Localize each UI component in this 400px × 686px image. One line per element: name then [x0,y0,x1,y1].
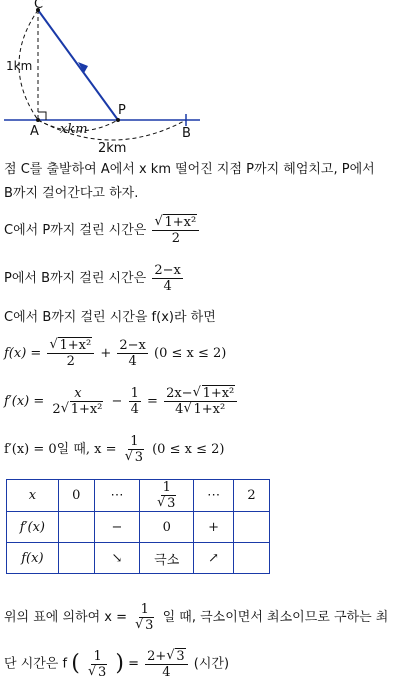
fx-domain: (0 ≤ x ≤ 2) [154,346,227,361]
table-cell: ↗ [194,543,234,574]
fpx-den3-rad: 1+x² [193,402,226,417]
fpx-eq: = [147,394,158,409]
pb-time-num: 2−x [154,263,181,278]
fpx-minus: − [111,394,123,409]
critical-domain: (0 ≤ x ≤ 2) [152,442,225,457]
fx-equation [4,336,226,372]
fx-den1: 2 [66,354,75,369]
fpx-term1 [50,386,105,417]
cp-time-fraction [152,215,199,246]
table-cell: ↘ [94,543,140,574]
fpx-lhs: f′(x) = [4,394,45,409]
fpx-num3: 2x− [166,386,193,401]
table-cell: x [7,480,59,512]
cp-time-den: 2 [171,231,180,246]
fx-lhs: f(x) = [4,346,42,361]
intro-line-1: 점 C를 출발하여 A에서 x km 떨어진 지점 P까지 헤엄치고, P에서 [4,162,375,177]
critical-fraction [123,434,146,465]
fpx-num3-rad: 1+x² [202,386,235,401]
table-cell: 0 [140,512,194,543]
conclusion-fraction [133,602,156,633]
table-cell: ⋯ [194,480,234,512]
table-cell: f(x) [7,543,59,574]
conclusion-prefix: 위의 표에 의하여 x = [4,610,128,625]
conclusion-den: 3 [145,618,154,633]
sign-table [6,479,270,574]
table-cell [58,512,94,543]
conclusion-line [4,600,388,636]
point-p [116,118,120,122]
label-2km: 2km [98,141,127,156]
final-arg-den: 3 [97,664,107,680]
table-cell: f′(x) [7,512,59,543]
fx-num2: 2−x [119,338,146,353]
final-arg-num: 1 [93,648,102,664]
final-num-rad: 3 [176,648,185,664]
final-unit: (시간) [193,656,230,672]
final-den: 4 [162,664,171,680]
table-cell [234,543,270,574]
geometry-diagram [0,0,210,156]
final-num-a: 2+ [147,648,167,664]
table-row [7,543,270,574]
fx-den2: 4 [128,354,137,369]
final-answer-line: 단 시간은 f ( 1 √ 3 ) = $\frac{2+√ 3}{4}$ (시간) [4,646,229,683]
table-cell [58,543,94,574]
cp-time-num: 1+x² [164,215,197,230]
fpx-den1-rad: 1+x² [70,402,103,417]
final-value-fraction [145,649,187,680]
segment-cp [38,10,118,120]
fpx-den2: 4 [130,402,139,417]
label-a: A [30,124,39,139]
label-xkm: xkm [60,122,88,137]
table-cell: 극소 [140,543,194,574]
table-cell [140,480,194,512]
fpx-term3 [164,386,237,417]
critical-prefix: f′(x) = 0일 때, x = [4,442,117,457]
label-p: P [118,103,126,118]
critical-num: 1 [130,434,139,449]
label-c: C [34,0,44,12]
conclusion-num: 1 [140,602,149,617]
fpx-den1-coef: 2 [52,402,61,417]
pb-time-fraction [152,263,183,294]
table-cell [234,512,270,543]
pb-time-line [4,262,185,296]
label-b: B [182,126,191,141]
final-arg-fraction [86,649,109,680]
cp-time-line [4,214,201,248]
critical-point-line [4,432,224,468]
final-prefix: 단 시간은 f [4,656,68,672]
cp-time-prefix: C에서 P까지 걸린 시간은 [4,223,147,238]
table-cell: ⋯ [94,480,140,512]
point-a [36,118,40,122]
fpx-num2: 1 [130,386,139,401]
critical-den: 3 [134,450,143,465]
table-cell: 0 [58,480,94,512]
pb-time-prefix: P에서 B까지 걸린 시간은 [4,271,147,286]
intro-line-2: B까지 걸어간다고 하자. [4,186,139,201]
table-row [7,480,270,512]
conclusion-suffix: 일 때, 극소이면서 최소이므로 구하는 최 [162,610,389,625]
cb-definition-line: C에서 B까지 걸린 시간을 f(x)라 하면 [4,310,216,325]
table-critical-num: 1 [162,480,171,495]
fx-plus: + [100,346,112,361]
table-cell: − [94,512,140,543]
table-critical-den: 3 [167,496,176,511]
final-eq: = [128,656,140,672]
table-row [7,512,270,543]
fpx-term2 [129,386,141,417]
table-cell: 2 [234,480,270,512]
fx-num1: 1+x² [59,338,92,353]
pb-time-den: 4 [163,279,172,294]
fx-term2 [117,338,148,369]
fpx-equation [4,382,239,422]
label-1km: 1km [6,59,33,73]
fx-term1 [47,338,94,369]
fpx-den3-coef: 4 [175,402,184,417]
table-cell: + [194,512,234,543]
fpx-num1: x [74,386,82,401]
